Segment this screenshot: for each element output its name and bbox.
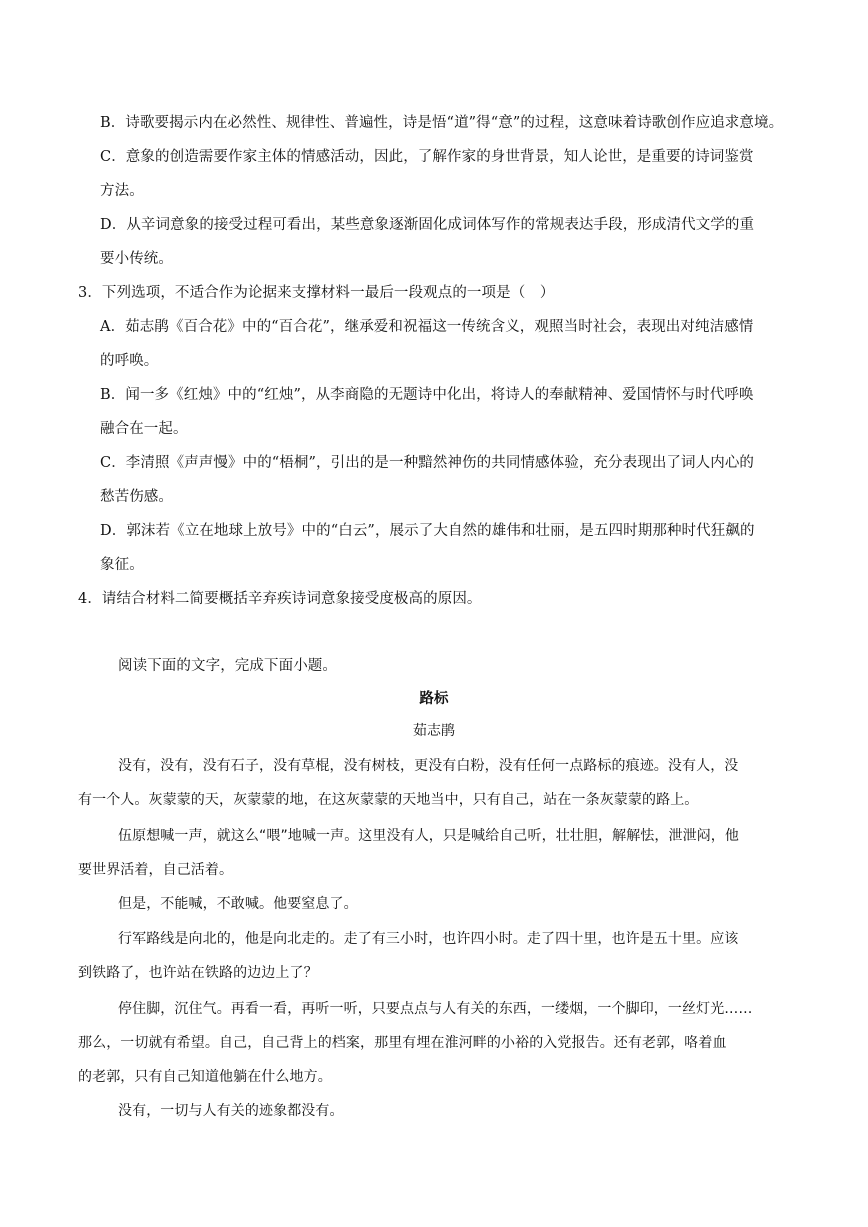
question-3-option-a-continued: 的呼唤。: [100, 353, 159, 369]
option-c-text-continued: 方法。: [100, 183, 144, 199]
option-d-text: D．从辛词意象的接受过程可看出，某些意象逐渐固化成词体写作的常规表达手段，形成清代文学的重: [100, 217, 755, 233]
paragraph-5: 停住脚，沉住气。再看一看，再听一听，只要点点与人有关的东西，一缕烟，一个脚印，一丝灯光……: [118, 1001, 753, 1017]
paragraph-4-continued: 到铁路了，也许站在铁路的边边上了？: [78, 965, 318, 981]
option-c-text: C．意象的创造需要作家主体的情感活动，因此，了解作家的身世背景，知人论世，是重要的诗词鉴赏: [100, 149, 754, 165]
paragraph-1: 没有，没有，没有石子，没有草棍，没有树枝，更没有白粉，没有任何一点路标的痕迹。没有人，没: [118, 758, 739, 774]
paragraph-5-continued-1: 那么，一切就有希望。自己，自己背上的档案，那里有埋在淮河畔的小裕的入党报告。还有老郭，咯着血: [78, 1035, 727, 1051]
question-3-option-d: D．郭沫若《立在地球上放号》中的“白云”，展示了大自然的雄伟和壮丽，是五四时期那种时代狂飙的: [100, 523, 755, 539]
paragraph-3: 但是，不能喊，不敢喊。他要窒息了。: [118, 896, 358, 912]
paragraph-2: 伍原想喊一声，就这么“喂”地喊一声。这里没有人，只是喊给自己听，壮壮胆，解解怯，泄泄闷，他: [118, 828, 740, 844]
reading-instructions: 阅读下面的文字，完成下面小题。: [118, 658, 337, 674]
question-3-stem: 3．下列选项，不适合作为论据来支撑材料一最后一段观点的一项是（ ）: [78, 285, 555, 301]
paragraph-2-continued: 要世界活着，自己活着。: [78, 862, 234, 878]
question-3-option-a: A．茹志鹃《百合花》中的“百合花”，继承爱和祝福这一传统含义，观照当时社会，表现出对纯洁感情: [100, 319, 754, 335]
question-3-option-b-continued: 融合在一起。: [100, 421, 188, 437]
question-3-option-d-continued: 象征。: [100, 557, 144, 573]
paragraph-6: 没有，一切与人有关的迹象都没有。: [118, 1103, 344, 1119]
question-3-option-c-continued: 愁苦伤感。: [100, 489, 173, 505]
question-3-option-b: B．闻一多《红烛》中的“红烛”，从李商隐的无题诗中化出，将诗人的奉献精神、爱国情怀与时代呼唤: [100, 387, 754, 403]
paragraph-5-continued-2: 的老郭，只有自己知道他躺在什么地方。: [78, 1069, 332, 1085]
article-author: 茹志鹃: [412, 723, 456, 739]
option-d-text-continued: 要小传统。: [100, 251, 173, 267]
article-title: 路标: [419, 690, 449, 707]
paragraph-1-continued: 有一个人。灰蒙蒙的天，灰蒙蒙的地，在这灰蒙蒙的天地当中，只有自己，站在一条灰蒙蒙的路上。: [78, 792, 699, 808]
paragraph-4: 行军路线是向北的，他是向北走的。走了有三小时，也许四小时。走了四十里，也许是五十里。应该: [118, 931, 739, 947]
option-b-text: B．诗歌要揭示内在必然性、规律性、普遍性，诗是悟“道”得“意”的过程，这意味着诗歌创作应追求意境。: [100, 115, 784, 131]
question-3-option-c: C．李清照《声声慢》中的“梧桐”，引出的是一种黯然神伤的共同情感体验，充分表现出了词人内心的: [100, 455, 755, 471]
question-4-stem: 4．请结合材料二简要概括辛弃疾诗词意象接受度极高的原因。: [78, 591, 482, 607]
